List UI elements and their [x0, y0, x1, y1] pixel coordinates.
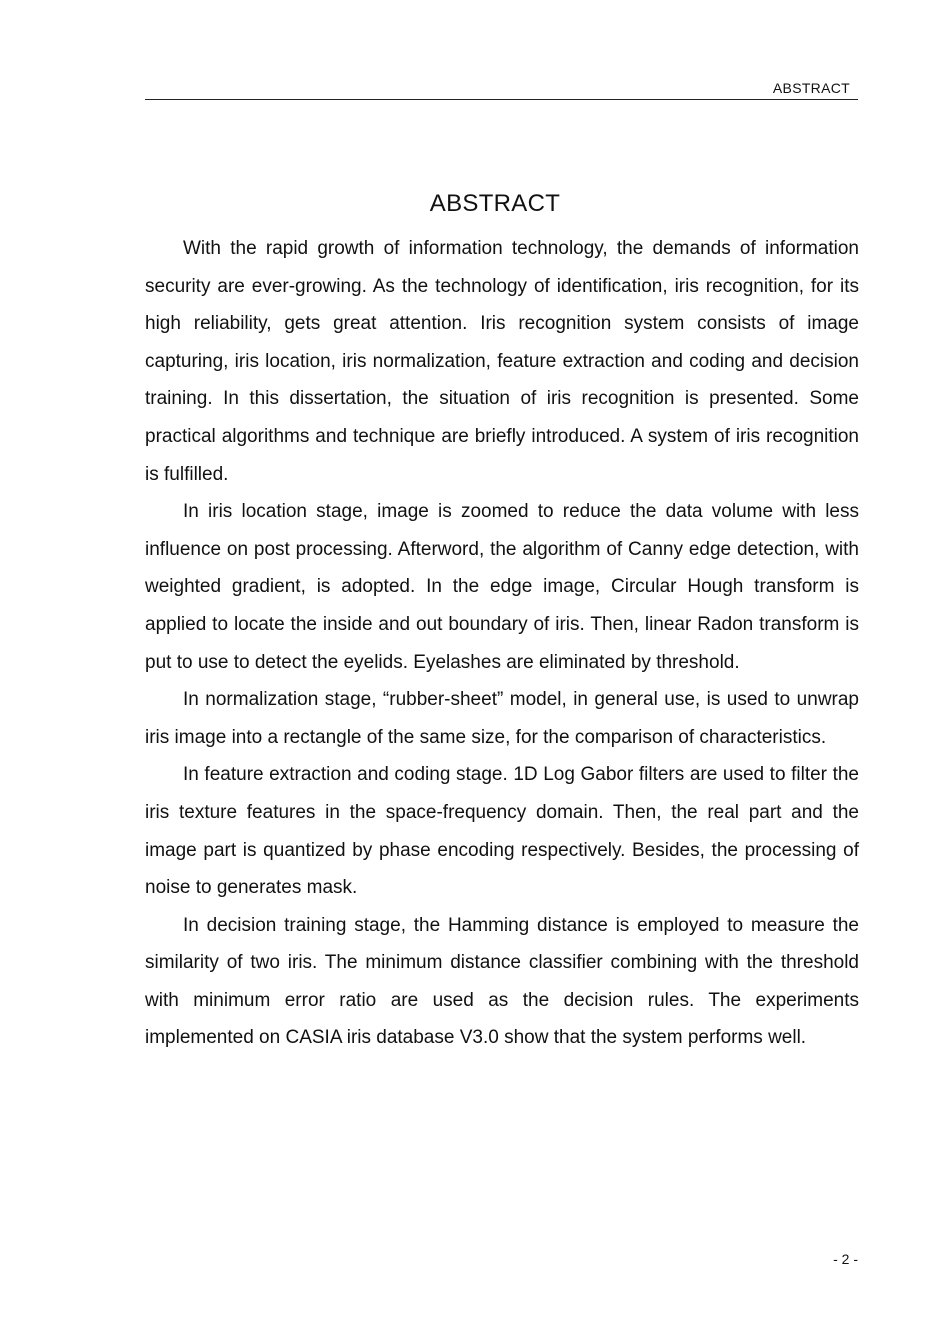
paragraph-decision-training: In decision training stage, the Hamming distance is employed to measure the similarity of two iris. The minimum distance classifier combining with the threshold with minimum error ratio are used as the decision rules. The experiments implemented on CASIA iris database V3.0 show that the system performs well. [145, 914, 859, 1049]
paragraph-intro: With the rapid growth of information technology, the demands of information security are ever-growing. As the technology of identification, iris recognition, for its high reliability, gets great attention. Iris recognition system consists of image capturing, iris location, iris normalization, feature extraction and coding and decision training. In this dissertation, the situation of iris recognition is presented. Some practical algorithms and technique are briefly introduced. A system of iris recognition is fulfilled. [145, 238, 859, 485]
page-number: - 2 - [833, 1251, 858, 1267]
paragraph-normalization: In normalization stage, “rubber-sheet” model, in general use, is used to unwrap iris image into a rectangle of the same size, for the comparison of characteristics. [145, 689, 859, 748]
paragraph-location: In iris location stage, image is zoomed to reduce the data volume with less influence on post processing. Afterword, the algorithm of Canny edge detection, with weighted gradient, is adopted. In the edge image, Circular Hough transform is applied to locate the inside and out boundary of iris. Then, linear Radon transform is put to use to detect the eyelids. Eyelashes are eliminated by threshold. [145, 501, 859, 673]
abstract-body [145, 230, 859, 1057]
page-title: ABSTRACT [429, 190, 561, 217]
running-header [145, 80, 858, 100]
paragraph-feature-extraction: In feature extraction and coding stage. 1D Log Gabor filters are used to filter the iris texture features in the space-frequency domain. Then, the real part and the image part is quantized by phase encoding respectively. Besides, the processing of noise to generates mask. [145, 764, 859, 899]
running-header-title: ABSTRACT [772, 80, 850, 96]
